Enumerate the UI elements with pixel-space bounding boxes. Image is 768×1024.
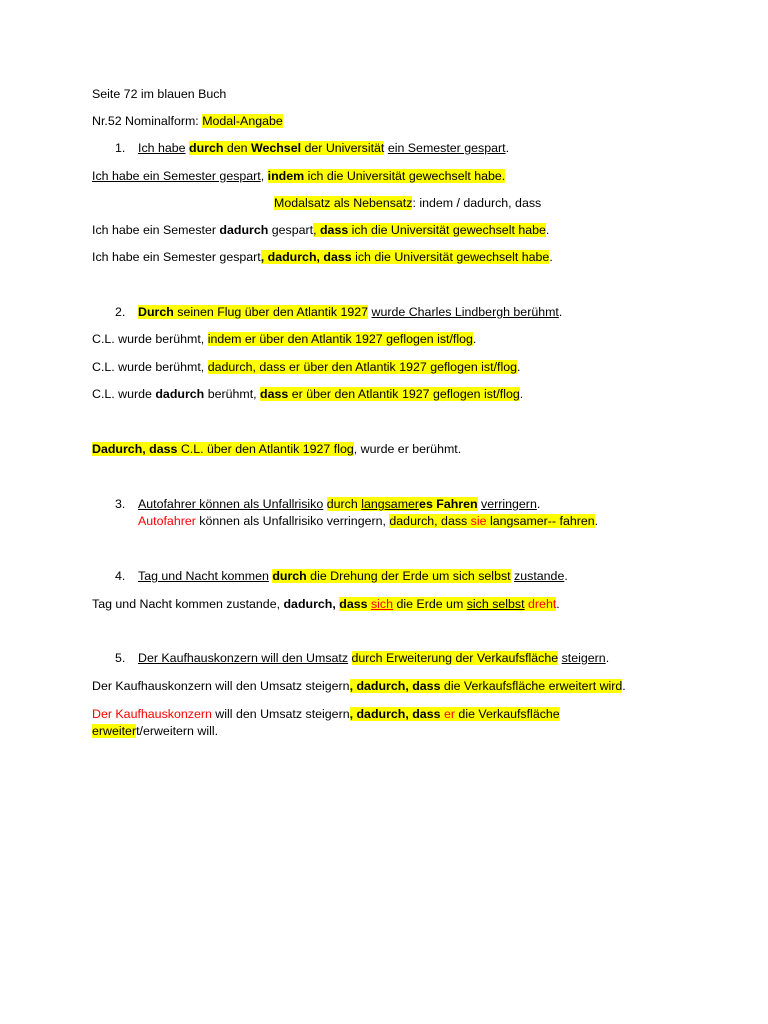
text-segment: zustande — [514, 569, 565, 583]
text-segment: , wurde er berühmt. — [353, 442, 462, 456]
text-segment: durch — [326, 497, 358, 511]
text-segment: Wechsel — [250, 141, 302, 155]
text-segment: dadurch — [219, 223, 269, 237]
text-segment: , — [260, 169, 268, 183]
text-segment: steigern — [561, 651, 606, 665]
text-segment: . — [622, 679, 626, 693]
text-segment: . — [594, 514, 599, 528]
text-segment: Dadurch, dass — [92, 442, 178, 456]
text-segment: . — [505, 141, 510, 155]
text-segment: Durch — [138, 305, 174, 319]
text-segment: sich — [370, 597, 394, 611]
text-segment: dass — [260, 387, 289, 401]
text-segment: dreht — [528, 597, 557, 611]
text-segment: sie — [470, 514, 487, 528]
sentence-5-dadurch-dass — [92, 679, 626, 694]
modal-note — [274, 196, 541, 211]
text-segment: . — [472, 332, 477, 346]
text-segment: dadurch, — [283, 597, 336, 611]
sentence-1-original — [138, 141, 509, 156]
text-segment: Tag und Nacht kommen — [138, 569, 269, 583]
text-segment: durch — [189, 141, 224, 155]
sentence-5-active — [92, 707, 560, 722]
text-segment: . — [556, 597, 560, 611]
text-segment: die Verkaufsfläche erweitert wird — [440, 679, 623, 693]
text-segment: . — [517, 360, 521, 374]
sentence-5-original — [138, 651, 609, 666]
exercise-number: Nr.52 Nominalform: — [92, 114, 203, 128]
sentence-3-original — [138, 497, 540, 512]
sentence-1-dadurch — [92, 223, 549, 238]
text-segment: will den Umsatz steigern — [211, 707, 350, 721]
text-segment: indem er über den Atlantik 1927 geflogen ist/flog — [207, 332, 473, 346]
text-segment: gespart — [268, 223, 314, 237]
text-segment: Der Kaufhauskonzern will den Umsatz steigern — [92, 679, 350, 693]
text-segment: Autofahrer — [138, 514, 196, 528]
text-segment: : indem / dadurch, dass — [412, 196, 542, 210]
header-line — [92, 87, 226, 102]
text-segment: verringern — [481, 497, 537, 511]
sentence-1-indem — [92, 169, 505, 184]
text-segment: Der Kaufhauskonzern — [92, 707, 212, 721]
text-segment: Autofahrer können als Unfallrisiko — [138, 497, 324, 511]
text-segment: wurde Charles Lindbergh berühmt — [371, 305, 559, 319]
text-segment — [348, 651, 351, 665]
sentence-4-dadurch-dass — [92, 597, 560, 612]
sentence-2-dadurch — [92, 387, 523, 402]
text-segment: die Verkaufsfläche — [454, 707, 560, 721]
text-segment: er — [443, 707, 455, 721]
text-segment: erweiter — [92, 724, 137, 738]
sentence-2-dadurch-dass — [92, 360, 520, 375]
text-segment: der Universität — [301, 141, 385, 155]
text-segment: Der Kaufhauskonzern will den Umsatz — [138, 651, 349, 665]
text-segment: C.L. über den Atlantik 1927 flog — [177, 442, 354, 456]
text-segment: . — [519, 387, 524, 401]
text-segment: ein Semester gespart — [387, 141, 506, 155]
sentence-3-dadurch-dass — [138, 514, 598, 529]
text-segment: es Fahren — [419, 497, 478, 511]
text-segment: C.L. wurde — [92, 387, 156, 401]
text-segment: Ich habe ein Semester gespart — [92, 169, 261, 183]
text-segment: er über den Atlantik 1927 geflogen ist/flog — [288, 387, 520, 401]
text-segment: durch — [272, 569, 307, 583]
sentence-5-active-cont — [92, 724, 218, 739]
text-segment: . — [536, 497, 541, 511]
text-segment: ich die Universität gewechselt habe. — [304, 169, 506, 183]
text-segment: Ich habe ein Semester gespart — [92, 250, 261, 264]
list-number-5: 5. — [115, 651, 126, 665]
text-segment: dass — [339, 597, 368, 611]
sentence-2-original — [138, 305, 562, 320]
text-segment: sich selbst — [466, 597, 525, 611]
text-segment: die Erde um — [393, 597, 467, 611]
text-segment: berühmt, — [204, 387, 261, 401]
text-segment: , dadurch, dass — [349, 707, 441, 721]
text-segment: . — [605, 651, 610, 665]
text-segment: . — [564, 569, 568, 583]
list-number-1: 1. — [115, 141, 126, 155]
text-segment: durch Erweiterung der Verkaufsfläche — [351, 651, 559, 665]
text-segment: . — [545, 223, 550, 237]
text-segment: C.L. wurde berühmt, — [92, 332, 208, 346]
sentence-2-fronted — [92, 442, 461, 457]
text-segment: Modalsatz als Nebensatz — [274, 196, 413, 210]
list-number-4: 4. — [115, 569, 126, 583]
text-segment: ich die Universität gewechselt habe — [348, 223, 546, 237]
text-segment: C.L. wurde berühmt, — [92, 360, 208, 374]
text-segment: langsamer — [361, 497, 420, 511]
text-segment: dadurch, dass er über den Atlantik 1927 geflogen ist/flog — [207, 360, 517, 374]
text-segment: , dadurch, dass — [349, 679, 441, 693]
text-segment: dass — [319, 223, 349, 237]
text-segment: , — [313, 223, 320, 237]
list-number-3: 3. — [115, 497, 126, 511]
book-reference: Seite 72 im blauen Buch — [92, 87, 227, 101]
sentence-2-indem — [92, 332, 476, 347]
list-number-2: 2. — [115, 305, 126, 319]
text-segment: langsamer-- fahren — [486, 514, 595, 528]
text-segment: Ich habe ein Semester — [92, 223, 220, 237]
sentence-4-original — [138, 569, 568, 584]
text-segment: dadurch — [155, 387, 205, 401]
text-segment: Ich habe — [138, 141, 186, 155]
sentence-1-dadurch-dass — [92, 250, 553, 265]
text-segment: die Drehung der Erde um sich selbst — [306, 569, 511, 583]
text-segment: den — [223, 141, 251, 155]
text-segment: . — [558, 305, 563, 319]
text-segment: ich die Universität gewechselt habe — [351, 250, 550, 264]
text-segment: indem — [267, 169, 305, 183]
text-segment: . — [549, 250, 553, 264]
text-segment: , dadurch, dass — [260, 250, 352, 264]
topic-highlight: Modal-Angabe — [202, 114, 283, 128]
text-segment: Tag und Nacht kommen zustande, — [92, 597, 284, 611]
text-segment: dadurch, dass — [389, 514, 471, 528]
text-segment: können als Unfallrisiko verringern, — [195, 514, 390, 528]
exercise-title — [92, 114, 283, 129]
text-segment: seinen Flug über den Atlantik 1927 — [173, 305, 369, 319]
text-segment: t/erweitern will. — [136, 724, 219, 738]
